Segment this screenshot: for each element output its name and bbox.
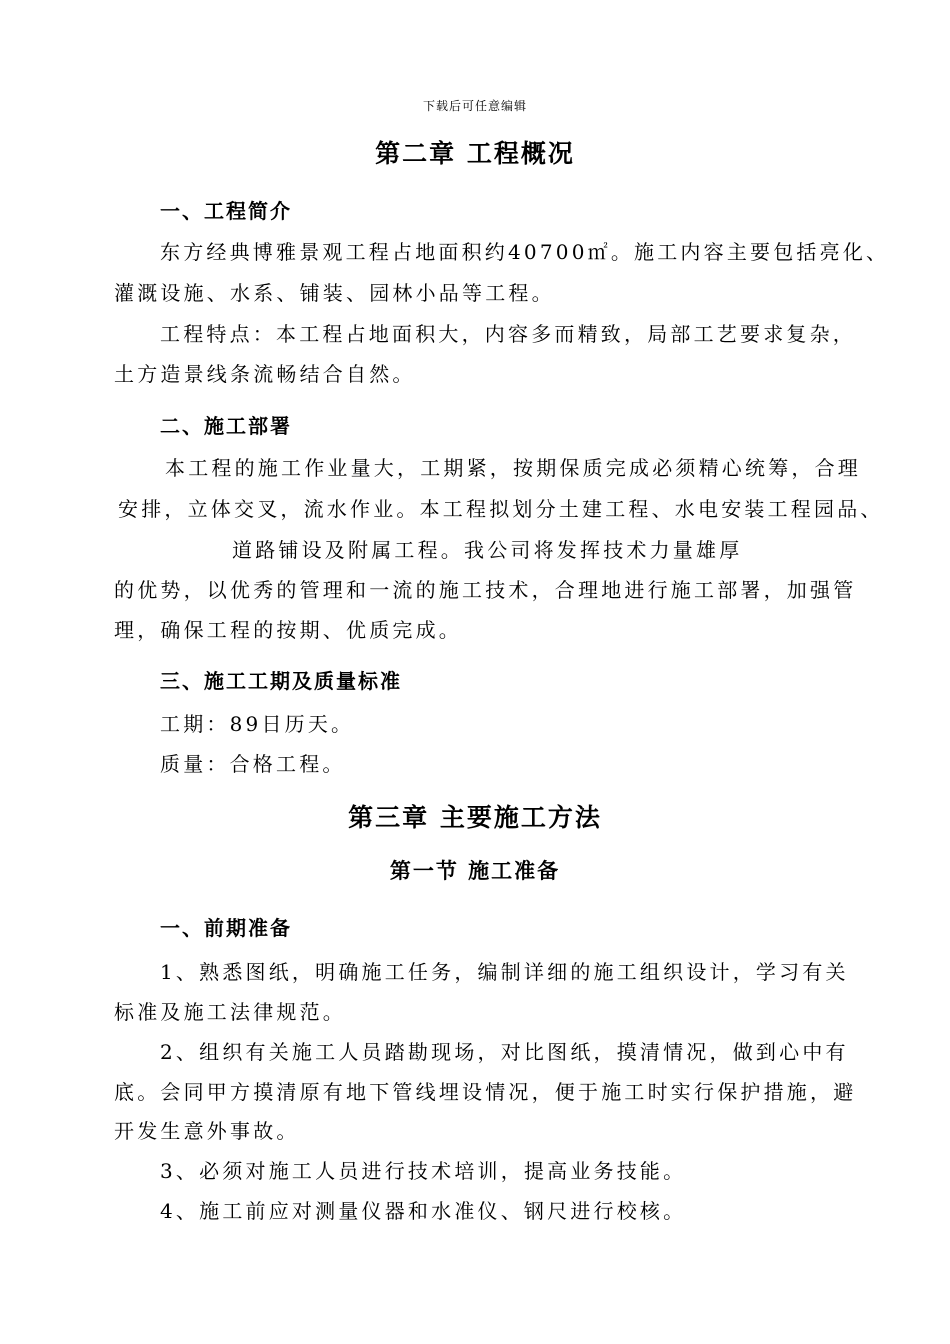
paragraph-line: 安排，立体交叉，流水作业。本工程拟划分土建工程、水电安装工程园品、: [118, 497, 884, 521]
paragraph-line: 道路铺设及附属工程。我公司将发挥技术力量雄厚: [232, 538, 743, 562]
chapter-title: 第三章 主要施工方法: [348, 803, 602, 832]
paragraph-line: 工程特点：本工程占地面积大，内容多而精致，局部工艺要求复杂，: [160, 322, 856, 346]
paragraph-line: 2、组织有关施工人员踏勘现场，对比图纸，摸清情况，做到心中有: [160, 1040, 849, 1064]
paragraph-line: 土方造景线条流畅结合自然。: [114, 362, 416, 386]
paragraph-line: 3、必须对施工人员进行技术培训，提高业务技能。: [160, 1159, 687, 1183]
header-note: 下载后可任意编辑: [422, 99, 527, 113]
paragraph-line: 1、熟悉图纸，明确施工任务，编制详细的施工组织设计，学习有关: [160, 960, 849, 984]
chapter-title: 第二章 工程概况: [375, 139, 575, 168]
paragraph-line: 的优势，以优秀的管理和一流的施工技术，合理地进行施工部署，加强管: [114, 578, 857, 602]
paragraph-line: 标准及施工法律规范。: [114, 1000, 346, 1024]
paragraph-line: 灌溉设施、水系、铺装、园林小品等工程。: [114, 281, 555, 305]
paragraph-line: 质量：合格工程。: [160, 752, 346, 776]
section-title: 第一节 施工准备: [389, 859, 561, 883]
paragraph-line: 本工程的施工作业量大，工期紧，按期保质完成必须精心统筹，合理: [165, 456, 861, 480]
section-heading: 三、施工工期及质量标准: [160, 669, 402, 693]
paragraph-line: 开发生意外事故。: [114, 1119, 300, 1143]
section-heading: 二、施工部署: [160, 414, 292, 438]
paragraph-line: 工期：89日历天。: [160, 712, 355, 736]
paragraph-line: 底。会同甲方摸清原有地下管线埋设情况，便于施工时实行保护措施，避: [114, 1080, 857, 1104]
paragraph-line: 理，确保工程的按期、优质完成。: [114, 618, 462, 642]
section-heading: 一、前期准备: [160, 916, 292, 940]
section-heading: 一、工程简介: [160, 199, 292, 223]
paragraph-line: 4、施工前应对测量仪器和水准仪、钢尺进行校核。: [160, 1199, 687, 1223]
paragraph-line: 东方经典博雅景观工程占地面积约40700㎡。施工内容主要包括亮化、: [160, 240, 890, 264]
